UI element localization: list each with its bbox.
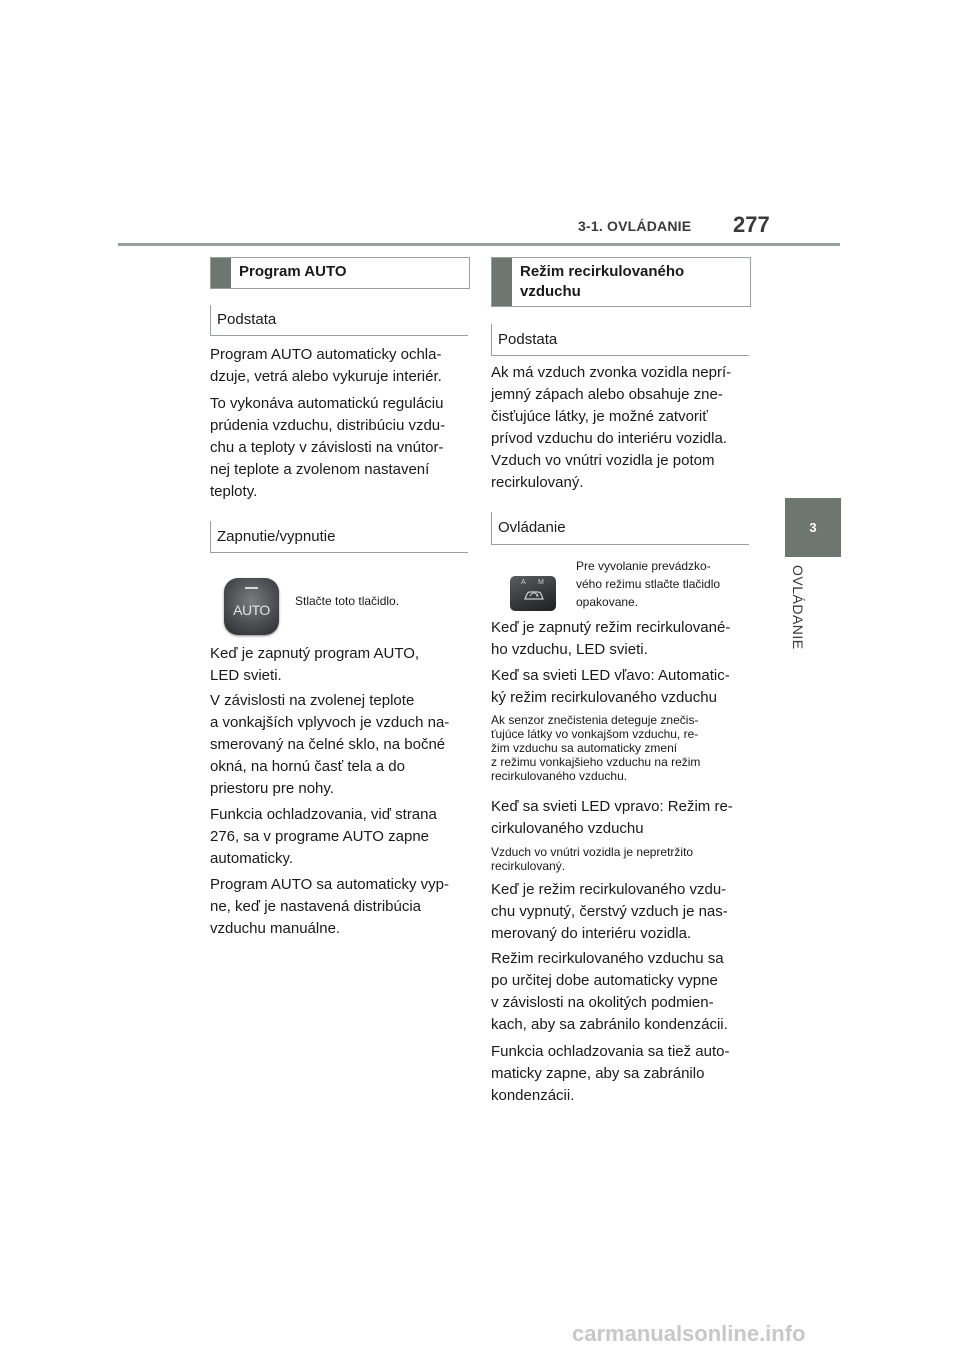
section-heading-bar xyxy=(492,258,512,306)
section-heading-recirc xyxy=(491,257,751,307)
paragraph: Keď je zapnutý program AUTO, LED svieti. xyxy=(210,645,420,684)
auto-recirc-label: A xyxy=(521,579,526,586)
auto-button-image xyxy=(224,578,279,635)
subheading-ovladanie: Ovládanie xyxy=(491,512,749,545)
paragraph: To vykonáva automatickú reguláciu prúdenia vzduchu, distribúciu vzdu- chu a teploty v závislosti na vnútor- nej teplote a zvolenom nastavení teploty. xyxy=(210,395,446,500)
paragraph: Funkcia ochladzovania, viď strana 276, sa v programe AUTO zapne automaticky. xyxy=(210,806,437,867)
paragraph: V závislosti na zvolenej teplote a vonkajších vplyvoch je vzduch na- smerovaný na čelné sklo, na bočné okná, na hornú časť tela a do priestoru pre nohy. xyxy=(210,692,450,797)
subheading-zapnutie: Zapnutie/vypnutie xyxy=(210,521,468,553)
paragraph: Ak má vzduch zvonka vozidla neprí- jemný zápach alebo obsahuje zne- čisťujúce látky, je možné zatvoriť prívod vzduchu do interiéru vozidla. Vzduch vo vnútri vozidla je potom recirkulovaný. xyxy=(491,364,732,491)
note-text: Ak senzor znečistenia deteguje znečis- ťujúce látky vo vonkajšom vzduchu, re- žim vzduchu sa automaticky zmení z režimu vonkajšieho vzduchu na režim recirkulovaného vzduchu. xyxy=(491,713,701,783)
paragraph: Keď sa svieti LED vpravo: Režim re- cirkulovaného vzduchu xyxy=(491,798,733,837)
manual-recirc-label: M xyxy=(538,579,544,586)
paragraph: Keď je zapnutý režim recirkulované- ho vzduchu, LED svieti. xyxy=(491,619,731,658)
paragraph: Program AUTO automaticky ochla- dzuje, vetrá alebo vykuruje interiér. xyxy=(210,346,442,385)
button-caption: Pre vyvolanie prevádzko- vého režimu stlačte tlačidlo opakovane. xyxy=(576,559,721,609)
chapter-tab-label: OVLÁDANIE xyxy=(790,565,806,650)
page-number: 277 xyxy=(733,212,770,237)
recirculation-car-icon xyxy=(522,588,546,602)
recirculation-button-image xyxy=(510,576,556,611)
paragraph: Program AUTO sa automaticky vyp- ne, keď je nastavená distribúcia vzduchu manuálne. xyxy=(210,876,449,937)
led-indicator xyxy=(245,587,258,589)
watermark: carmanualsonline.info xyxy=(572,1321,806,1346)
section-heading-title: Režim recirkulovaného vzduchu xyxy=(520,263,685,300)
section-heading-title: Program AUTO xyxy=(239,263,347,280)
paragraph: Keď je režim recirkulovaného vzdu- chu vypnutý, čerstvý vzduch je nas- merovaný do interiéru vozidla. xyxy=(491,881,728,942)
note-text: Vzduch vo vnútri vozidla je nepretržito recirkulovaný. xyxy=(491,845,694,873)
subheading-podstata: Podstata xyxy=(491,324,749,356)
paragraph: Keď sa svieti LED vľavo: Automatic- ký režim recirkulovaného vzduchu xyxy=(491,667,730,706)
subheading-podstata: Podstata xyxy=(210,305,468,336)
chapter-tab: 3 xyxy=(785,498,841,557)
section-heading-auto xyxy=(210,257,470,289)
button-caption: Stlačte toto tlačidlo. xyxy=(295,594,400,608)
paragraph: Režim recirkulovaného vzduchu sa po určitej dobe automaticky vypne v závislosti na okolitých podmien- kach, aby sa zabránilo kondenzácii. xyxy=(491,950,728,1033)
auto-button-label: AUTO xyxy=(233,602,270,618)
section-heading-bar xyxy=(211,258,231,288)
header-rule xyxy=(118,243,840,246)
paragraph: Funkcia ochladzovania sa tiež auto- maticky zapne, aby sa zabránilo kondenzácii. xyxy=(491,1043,730,1104)
chapter-title: 3-1. OVLÁDANIE xyxy=(578,218,692,234)
